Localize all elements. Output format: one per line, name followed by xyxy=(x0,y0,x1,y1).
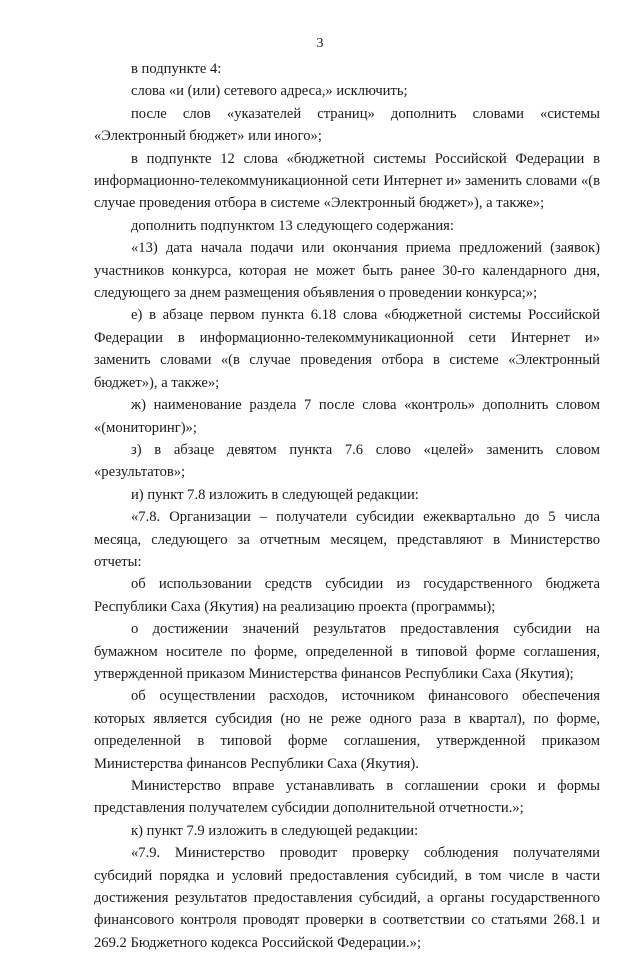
paragraph: после слов «указателей страниц» дополнить словами «системы «Электронный бюджет» или иного»; xyxy=(94,105,600,145)
paragraph: е) в абзаце первом пункта 6.18 слова «бюджетной системы Российской Федерации в информационно-телекоммуникационной сети Интернет и» заменить словами «(в случае проведения отбора в системе «Электронный бюджет»), а также»; xyxy=(94,307,600,391)
paragraph: дополнить подпунктом 13 следующего содержания: xyxy=(131,217,454,234)
paragraph: об осуществлении расходов, источником финансового обеспечения которых является субсидия (но не реже одного раза в квартал), по форме, определенной в типовой форме соглашения, утвержденной приказом Министерства финансов Республики Саха (Якутия). xyxy=(94,688,600,772)
paragraph: к) пункт 7.9 изложить в следующей редакции: xyxy=(131,822,419,839)
paragraph: ж) наименование раздела 7 после слова «контроль» дополнить словом «(мониторинг)»; xyxy=(94,397,600,436)
paragraph: об использовании средств субсидии из государственного бюджета Республики Саха (Якутия) на реализацию проекта (программы); xyxy=(94,576,600,615)
paragraph: з) в абзаце девятом пункта 7.6 слово «целей» заменить словом «результатов»; xyxy=(94,441,600,481)
paragraph: о достижении значений результатов предоставления субсидии на бумажном носителе по форме, определенной в типовой форме соглашения, утвержденной приказом Министерства финансов Республики Саха (Якутия); xyxy=(94,621,600,682)
paragraph: «7.8. Организации – получатели субсидии ежеквартально до 5 числа месяца, следующего за отчетным месяцем, представляют в Министерство отчеты: xyxy=(94,509,600,570)
paragraph: слова «и (или) сетевого адреса,» исключить; xyxy=(131,83,408,100)
page-number: 3 xyxy=(316,36,324,51)
paragraph: в подпункте 12 слова «бюджетной системы Российской Федерации в информационно-телекоммуникационной сети Интернет и» заменить словами «(в случае проведения отбора в системе «Электронный бюджет»), а также»; xyxy=(94,150,600,212)
paragraph: Министерство вправе устанавливать в соглашении сроки и формы представления получателем субсидии дополнительной отчетности.»; xyxy=(94,778,600,817)
paragraph: «13) дата начала подачи или окончания приема предложений (заявок) участников конкурса, которая не может быть ранее 30-го календарного дня, следующего за днем размещения объявления о проведении конкурса;»; xyxy=(94,240,600,302)
paragraph: «7.9. Министерство проводит проверку соблюдения получателями субсидий порядка и условий предоставления субсидий, в том числе в части достижения результатов предоставления субсидий, а органы государственного финансового контроля проводят проверки в соответствии со статьями 268.1 и 269.2 Бюджетного кодекса Российской Федерации.»; xyxy=(94,845,600,951)
paragraph: и) пункт 7.8 изложить в следующей редакции: xyxy=(131,486,419,503)
paragraph: в подпункте 4: xyxy=(131,61,222,77)
document-body xyxy=(94,58,600,954)
